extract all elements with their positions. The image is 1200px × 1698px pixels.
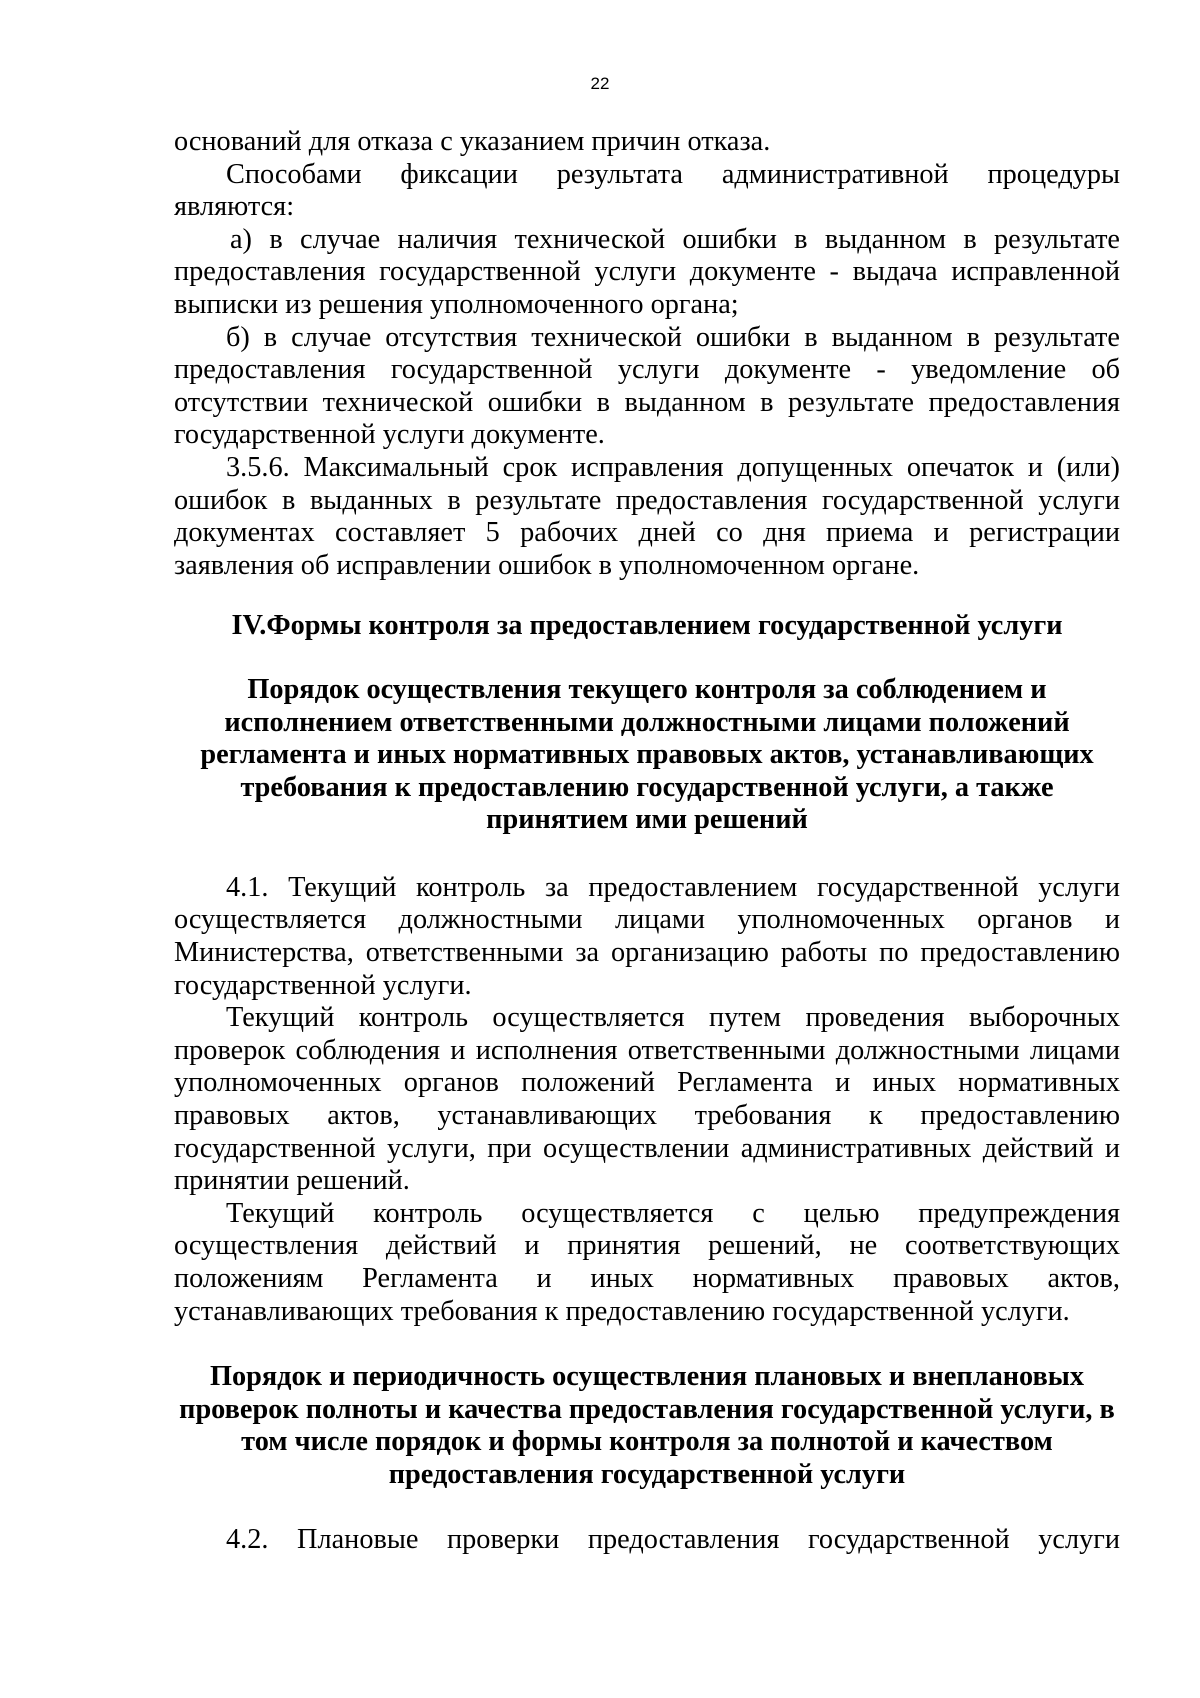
heading-line: принятием ими решений: [486, 804, 808, 836]
heading-line: исполнением ответственными должностными лицами положений: [224, 706, 1070, 738]
heading-line: том числе порядок и формы контроля за полнотой и качеством: [241, 1426, 1053, 1458]
subsection-heading-inspections: [174, 1361, 1120, 1491]
paragraph-3-5-6: 3.5.6. Максимальный срок исправления допущенных опечаток и (или) ошибок в выданных в результате предоставления государственной услуги документах составляет 5 рабочих дней со дня приема и регистрации заявления об исправлении ошибок в уполномоченном органе.: [174, 451, 1120, 581]
heading-line: Порядок осуществления текущего контроля за соблюдением и: [247, 673, 1047, 705]
heading-line: проверок полноты и качества предоставления государственной услуги, в: [179, 1393, 1115, 1425]
heading-line: Порядок и периодичность осуществления плановых и внеплановых: [209, 1361, 1085, 1393]
paragraph-item-a: а) в случае наличия технической ошибки в выданном в результате предоставления государственной услуги документе - выдача исправленной выписки из решения уполномоченного органа;: [174, 223, 1120, 320]
paragraph-fixation-methods: Способами фиксации результата административной процедуры являются:: [174, 158, 1120, 223]
heading-line: требования к предоставлению государственной услуги, а также: [240, 771, 1054, 803]
page-number: 22: [590, 74, 610, 93]
paragraph-refusal-grounds: оснований для отказа с указанием причин отказа.: [174, 126, 771, 157]
paragraph-current-control-method: Текущий контроль осуществляется путем проведения выборочных проверок соблюдения и исполнения ответственными должностными лицами уполномоченных органов положений Регламента и иных нормативных правовых актов, устанавливающих требования к предоставлению государственной услуги, при осуществлении административных действий и принятии решений.: [174, 1002, 1120, 1197]
paragraph-item-b: б) в случае отсутствия технической ошибки в выданном в результате предоставления государственной услуги документе - уведомление об отсутствии технической ошибки в выданном в результате предоставления государственной услуги документе.: [174, 321, 1120, 451]
paragraph-4-1: 4.1. Текущий контроль за предоставлением государственной услуги осуществляется должностными лицами уполномоченных органов и Министерства, ответственными за организацию работы по предоставлению государственной услуги.: [174, 871, 1120, 1001]
paragraph-4-2: 4.2. Плановые проверки предоставления государственной услуги: [226, 1523, 1120, 1555]
heading-line: предоставления государственной услуги: [388, 1458, 906, 1490]
document-body: [174, 126, 1120, 1556]
subsection-heading-current-control: [174, 674, 1120, 837]
heading-line: регламента и иных нормативных правовых актов, устанавливающих: [200, 739, 1094, 771]
section-title: IV.Формы контроля за предоставлением государственной услуги: [231, 610, 1063, 642]
paragraph-current-control-purpose: Текущий контроль осуществляется с целью предупреждения осуществления действий и принятия решений, не соответствующих положениям Регламента и иных нормативных правовых актов, устанавливающих требования к предоставлению государственной услуги.: [174, 1197, 1120, 1327]
